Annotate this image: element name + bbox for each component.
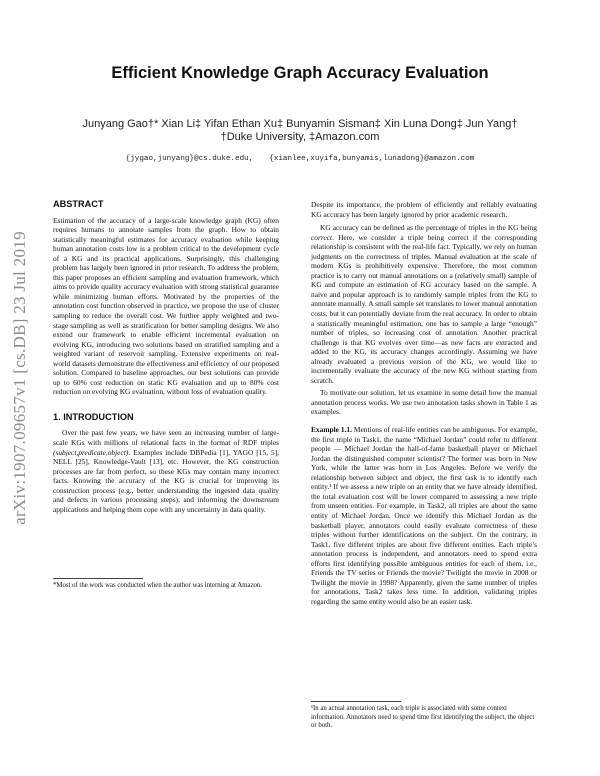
- introduction-heading: 1. INTRODUCTION: [53, 411, 134, 422]
- right-column: [311, 200, 537, 606]
- abstract-text: Estimation of the accuracy of a large-scale knowledge graph (KG) often requires humans to annotate samples from the graph. How to obtain statistically meaningful estimates for accuracy evaluation while keeping human annotation costs low is a problem critical to the development cycle of a KG and its practical applications. Surprisingly, this challenging problem has largely been ignored in prior research. To address the problem, this paper proposes an efficient sampling and evaluation framework, which aims to provide quality accuracy evaluation with strong statistical guarantee while minimizing human efforts. Motivated by the properties of the annotation cost function observed in practice, we propose the use of cluster sampling to reduce the overall cost. We further apply weighted and two-stage sampling as well as stratification for better sampling designs. We also extend our framework to enable efficient incremental evaluation on evolving KG, introducing two solutions based on stratified sampling and a weighted variant of reservoir sampling. Extensive experiments on real-world datasets demonstrate the effectiveness and efficiency of our proposed solution. Compared to baseline approaches, our best solutions can provide up to 60% cost reduction on static KG evaluation and up to 80% cost reduction on evolving KG evaluation, without loss of evaluation quality.: [53, 215, 279, 397]
- footnote-right: [311, 701, 537, 731]
- arxiv-id: arXiv:1907.09657v1 [cs.DB] 23 Jul 2019: [10, 231, 29, 525]
- introduction-paragraph: Over the past few years, we have seen an increasing number of large-scale KGs with millions of relational facts in the format of RDF triples (subject,predicate,object). Examples include DBPedia [1], YAGO [15, 5], NELL [25], Knowledge-Vault [13], etc. However, the KG construction processes are far from perfect, so these KGs may contain many incorrect facts. Knowing the accuracy of the KG is crucial for improving its construction process (e.g., better understanding the ingested data quality and defects in various processing steps), and informing the downstream applications and helping them cope with any uncertainty in data quality.: [53, 428, 279, 514]
- example-label: Example 1.1.: [311, 425, 352, 435]
- affiliations-line: †Duke University, ‡Amazon.com: [220, 131, 380, 143]
- arxiv-stamp: [2, 178, 38, 578]
- right-paragraph-1: Despite its importance, the problem of efficiently and reliably evaluating KG accuracy has been largely ignored by prior academic research.: [311, 200, 537, 219]
- left-column: [53, 200, 279, 514]
- email-duke: {jygao,junyang}@cs.duke.edu,: [125, 155, 254, 163]
- abstract-heading: ABSTRACT: [53, 199, 104, 209]
- example-paragraph: Example 1.1. Mentions of real-life entities can be ambiguous. For example, the first triple in Task1, the name “Michael Jordan” could refer to different people — Michael Jordan the hall-of-fame basketball player or Michael Jordan the distinguished computer scientist? The former was born in New York, while the latter was born in Los Angeles. Before we verify the relationship between subject and object, the first task is to identify each entity.¹ If we assess a new triple on an entity that we have already identified, the total evaluation cost will be lower compared to assessing a new triple from unseen entities. For example, in Task2, all triples are about the same entity of Michael Jordan. Once we identify this Michael Jordan as the basketball player, annotators could easily evaluate correctness of these triples without further identifications on the subject. On the contrary, in Task1, five different triples are about five different entities. Each triple’s annotation process is independent, and annotators need to spend extra efforts first identifying possible ambiguous entities for each of them, i.e., Friends the TV series or Friends the movie? Twilight the movie in 2008 or Twilight the movie in 1998? Apparently, given the same number of triples for annotations, Task2 takes less time. In addition, validating triples regarding the same entity would also be an easier task.: [311, 425, 537, 606]
- emails: [60, 155, 540, 163]
- authors-line: Junyang Gao†* Xian Li‡ Yifan Ethan Xu‡ Bunyamin Sisman‡ Xin Luna Dong‡ Jun Yang†: [82, 118, 518, 130]
- right-paragraph-3: To motivate our solution, let us examine in some detail how the manual annotation process works. We use two annotation tasks shown in Table 1 as examples.: [311, 388, 537, 417]
- footnote-rule: [53, 578, 143, 579]
- right-paragraph-2: KG accuracy can be defined as the percentage of triples in the KG being correct. Here, we consider a triple being correct if the corresponding relationship is consistent with the real-life fact. Typically, we rely on human judgments on the correctness of triples. Manual evaluation at the scale of modern KGs is prohibitively expensive. Therefore, the most common practice is to carry out manual annotations on a (relatively small) sample of KG and compute an estimation of KG accuracy based on the sample. A naive and popular approach is to randomly sample triples from the KG to annotate manually. A small sample set translates to lower manual annotation costs, but it can potentially deviate from the real accuracy. In order to obtain a statistically meaningful estimation, one has to sample a large “enough” number of triples, so increasing cost of annotation. Another practical challenge is that KG evolves over time—as new facts are extracted and added to the KG, its accuracy changes accordingly. Assuming we have already evaluated a previous version of the KG, we would like to incrementally evaluate the accuracy of the new KG without starting from scratch.: [311, 223, 537, 385]
- email-amazon: {xianlee,xuyifa,bunyamis,lunadong}@amazon.com: [269, 155, 475, 163]
- footnote-right-text: ¹In an actual annotation task, each triple is associated with some context information. Annotators need to spend time first identifying the subject, the object or both.: [311, 705, 535, 729]
- footnote-left: [53, 578, 279, 591]
- footnote-left-text: *Most of the work was conducted when the author was interning at Amazon.: [53, 582, 262, 589]
- footnote-rule-right: [311, 701, 401, 702]
- paper-title: Efficient Knowledge Graph Accuracy Evaluation: [111, 64, 489, 82]
